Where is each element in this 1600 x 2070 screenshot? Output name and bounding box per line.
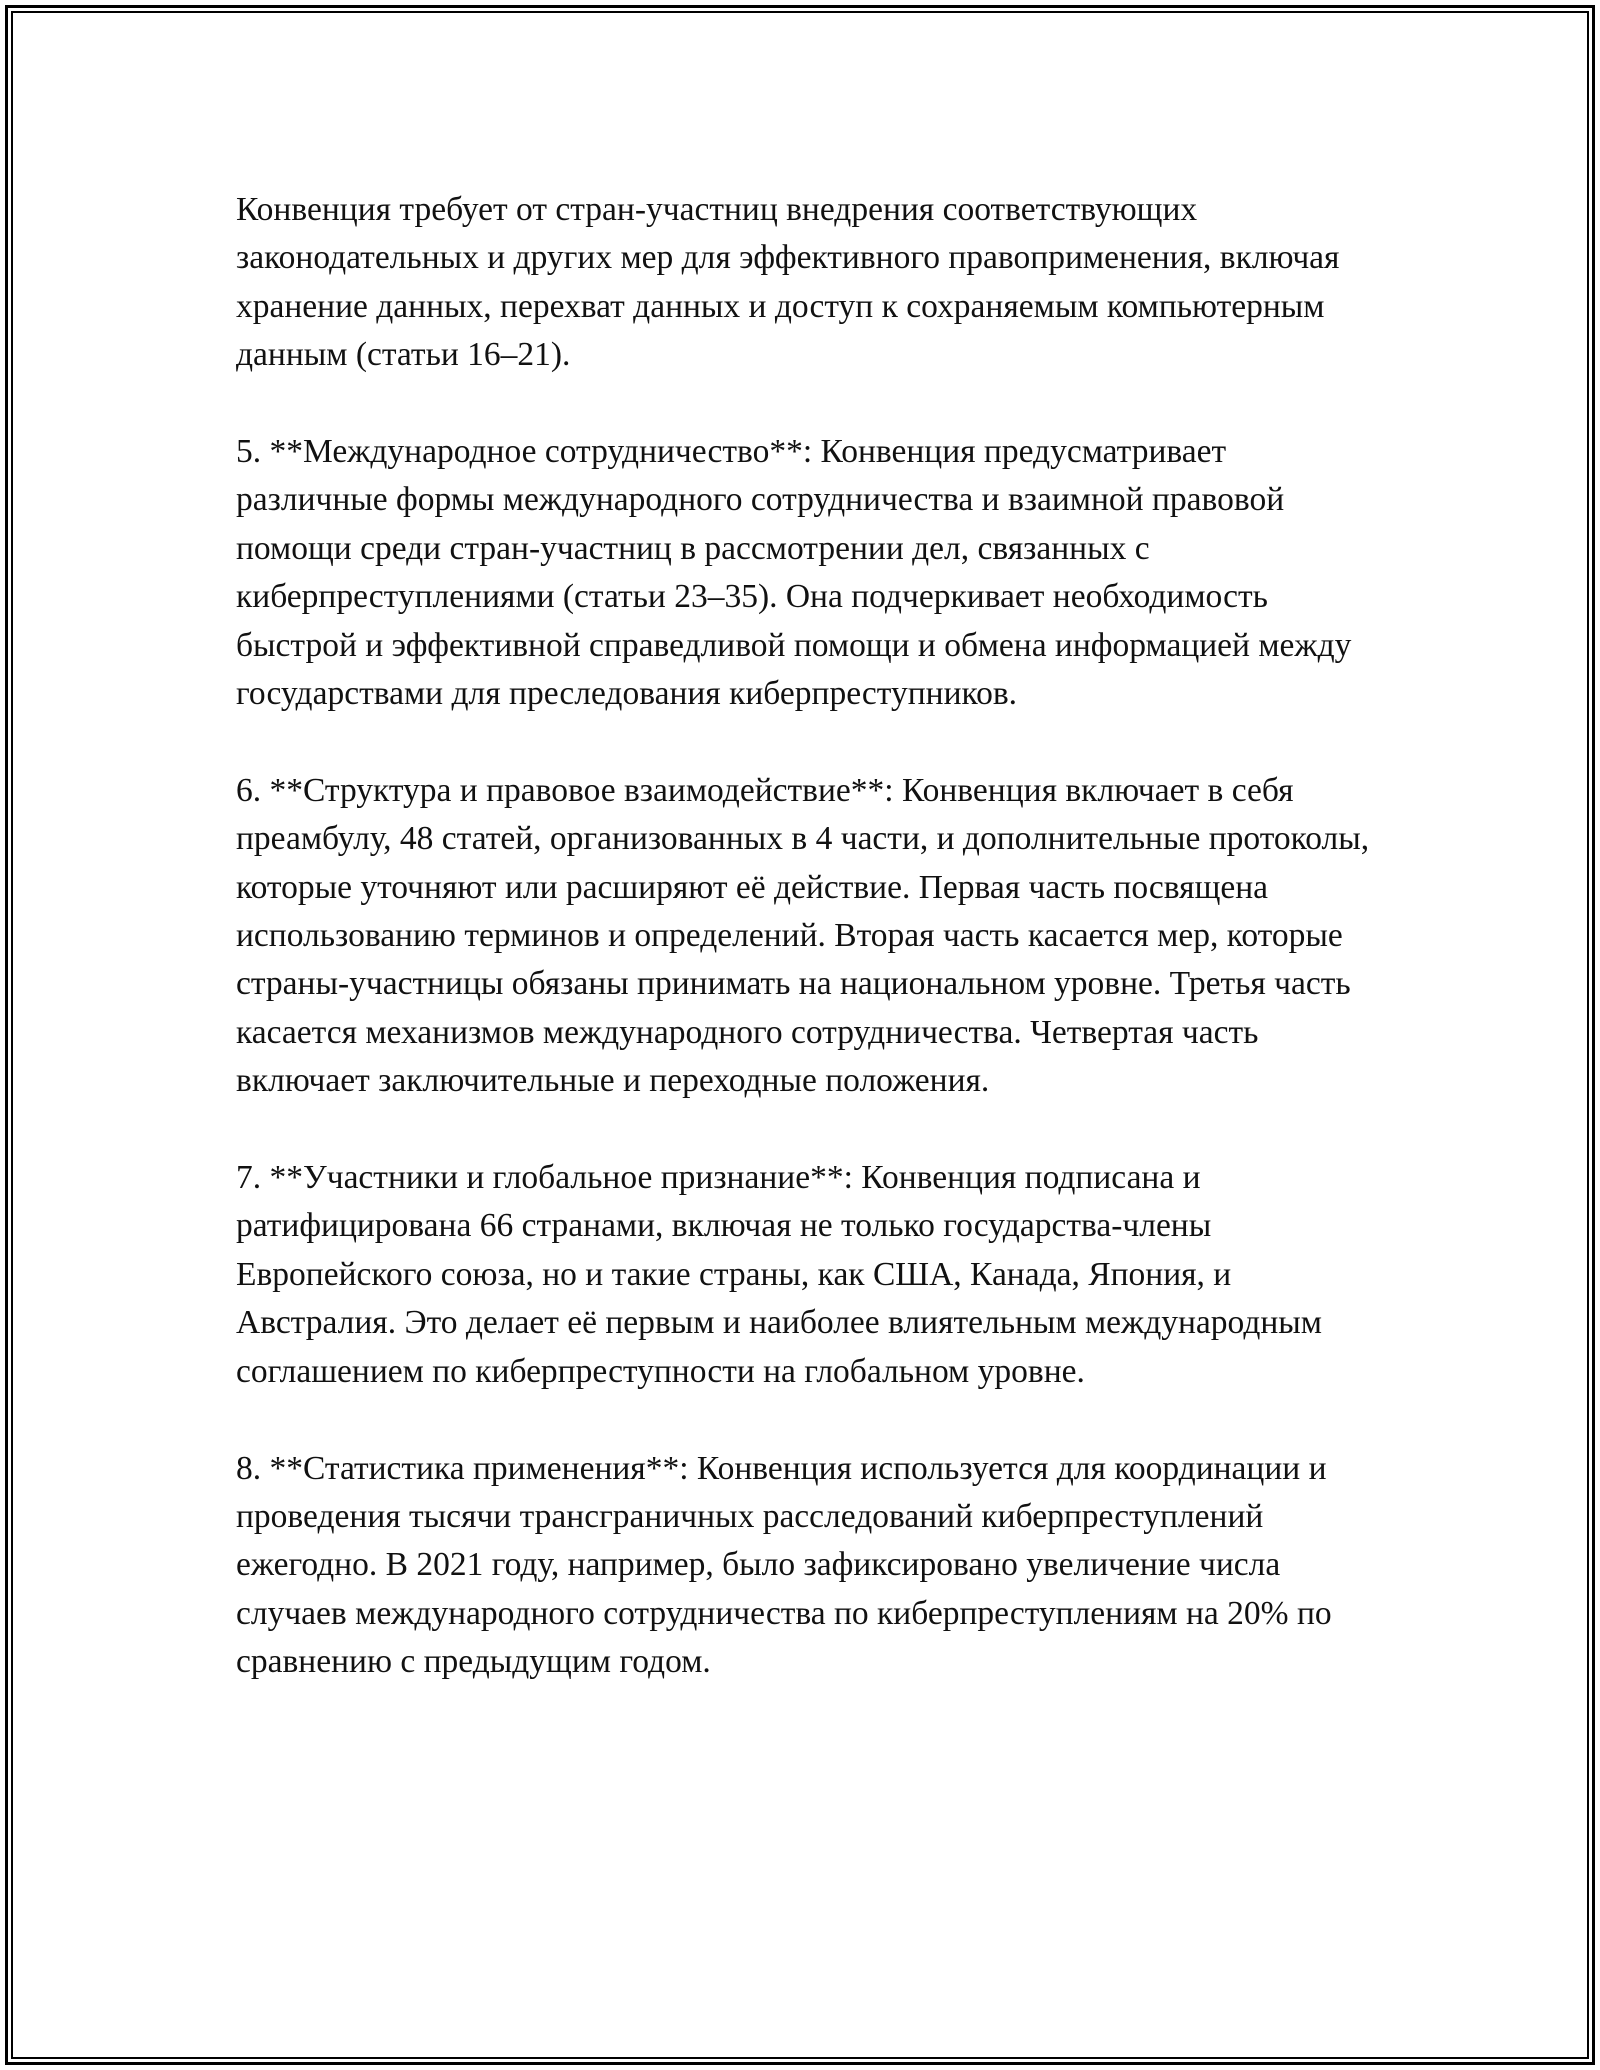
paragraph-participants: 7. **Участники и глобальное признание**: Конвенция подписана и ратифицирована 66 странами, включая не только государства-члены Европейского союза, но и такие страны, как США, Канада, Япония, и Австралия. Это делает её первым и наиболее влиятельным международным соглашением по киберпреступности на глобальном уровне. (236, 1159, 1323, 1390)
paragraph-statistics: 8. **Статистика применения**: Конвенция используется для координации и проведения тысячи трансграничных расследований киберпреступлений ежегодно. В 2021 году, например, было зафиксировано увеличение числа случаев международного сотрудничества по киберпреступлениям на 20% по сравнению с предыдущим годом. (236, 1449, 1332, 1681)
paragraph-structure: 6. **Структура и правовое взаимодействие**: Конвенция включает в себя преамбулу, 48 статей, организованных в 4 части, и дополнительные протоколы, которые уточняют или расширяют её действие. Первая часть посвящена использованию терминов и определений. Вторая часть касается мер, которые страны-участницы обязаны принимать на национальном уровне. Третья часть касается механизмов международного сотрудничества. Четвертая часть включает заключительные и переходные положения. (236, 771, 1370, 1100)
paragraph-international-cooperation: 5. **Международное сотрудничество**: Конвенция предусматривает различные формы международного сотрудничества и взаимной правовой помощи среди стран-участниц в рассмотрении дел, связанных с киберпреступлениями (статьи 23–35). Она подчеркивает необходимость быстрой и эффективной справедливой помощи и обмена информацией между государствами для преследования киберпреступников. (236, 433, 1352, 713)
paragraph-intro: Конвенция требует от стран-участниц внедрения соответствующих законодательных и других мер для эффективного правоприменения, включая хранение данных, перехват данных и доступ к сохраняемым компьютерным данным (статьи 16–21). (236, 191, 1340, 374)
document-body (236, 186, 1386, 1687)
